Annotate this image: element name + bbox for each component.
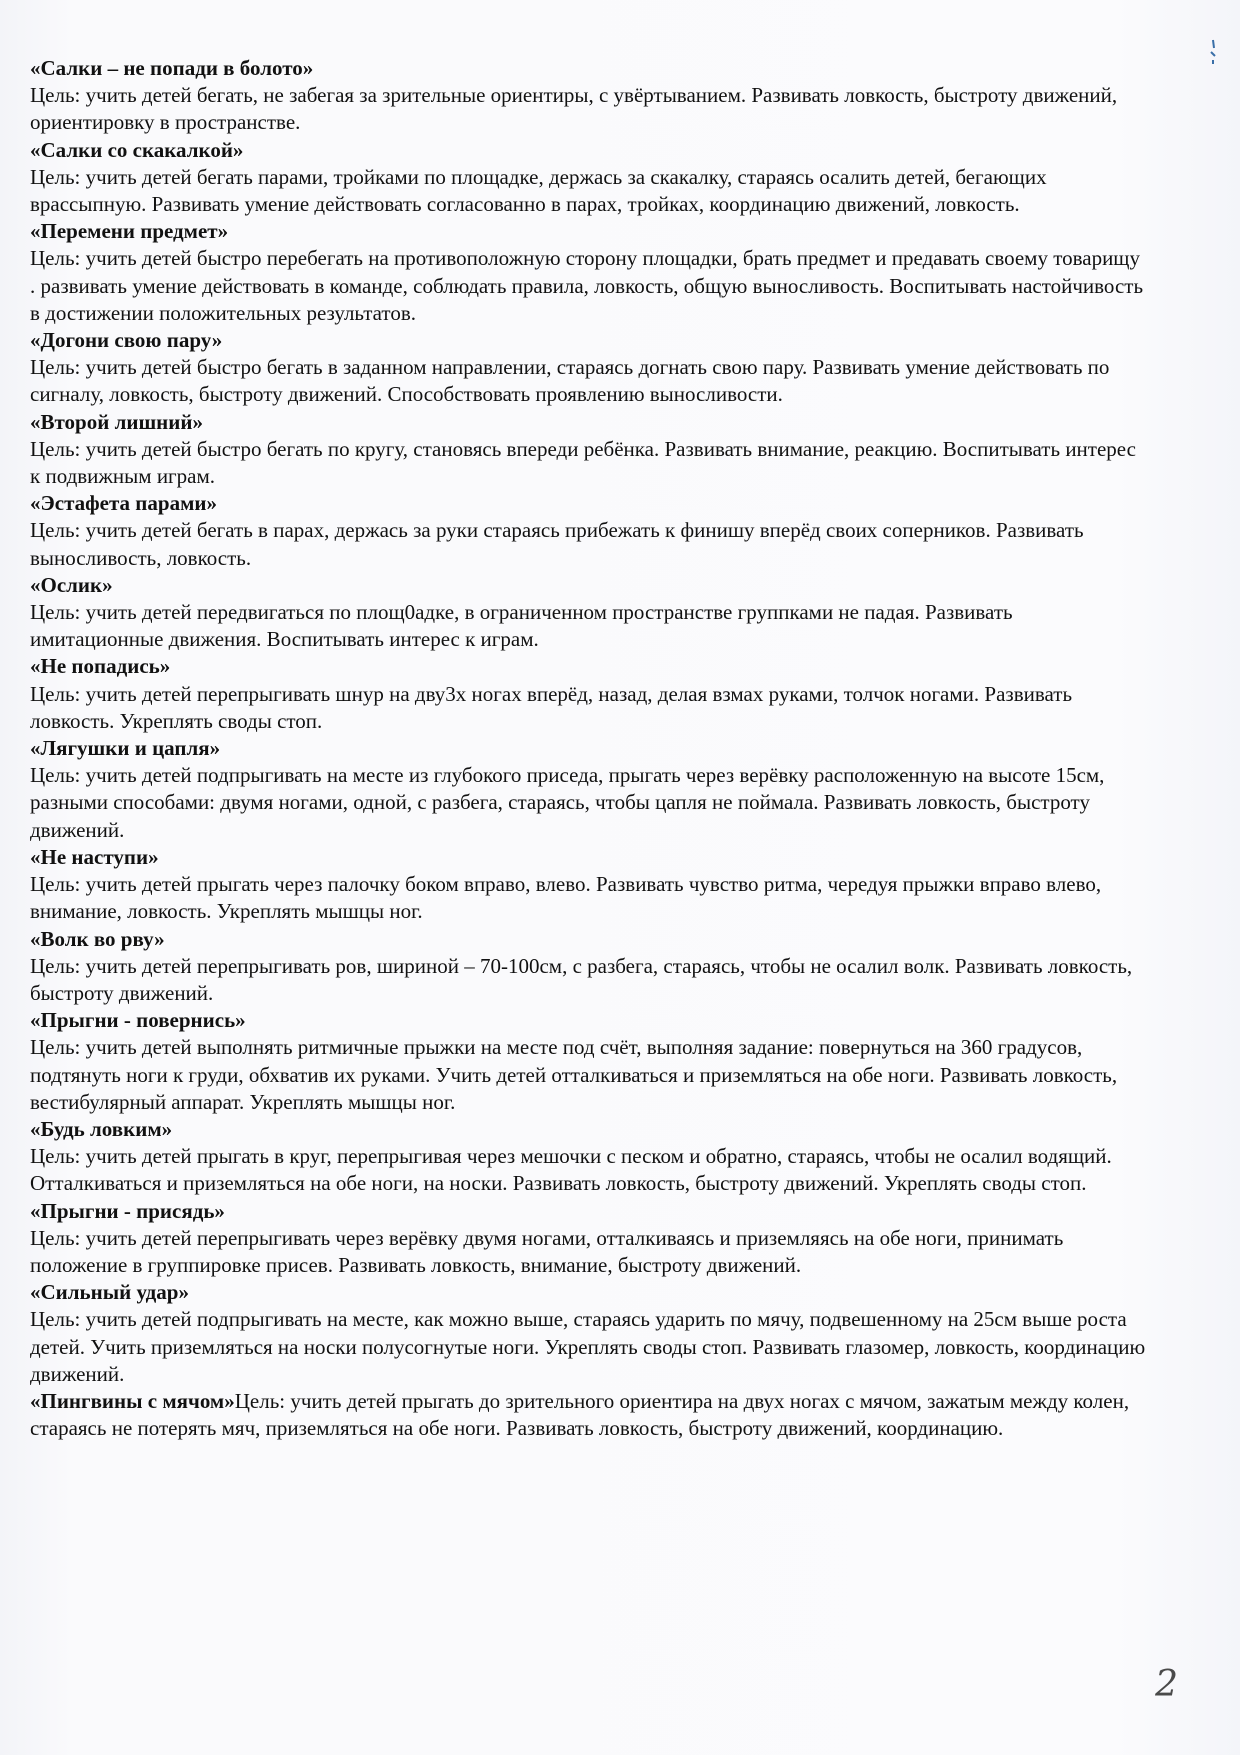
game-description: Цель: учить детей прыгать через палочку боком вправо, влево. Развивать чувство ритма, чередуя прыжки вправо влево, внимание, ловкость. Укреплять мышцы ног.: [30, 872, 1102, 924]
game-description: Цель: учить детей бегать парами, тройками по площадке, держась за скакалку, стараясь осалить детей, бегающих врассыпную. Развивать умение действовать согласованно в парах, тройках, координацию движений, ловкость.: [30, 164, 1047, 217]
game-description: Цель: учить детей перепрыгивать ров, шириной – 70-100см, с разбега, стараясь, чтобы не осалил волк. Развивать ловкость, быстроту движений.: [30, 953, 1133, 1005]
game-title: «Прыгни - присядь»: [30, 1198, 225, 1223]
game-entry: [30, 327, 1150, 409]
game-entry: [30, 55, 1150, 137]
game-title: «Второй лишний»: [30, 409, 203, 434]
game-entry: [30, 137, 1150, 219]
game-entry: [30, 926, 1150, 1008]
game-description: Цель: учить детей прыгать в круг, перепрыгивая через мешочки с песком и обратно, стараясь, чтобы не осалил водящий. Отталкиваться и приземляться на обе ноги, на носки. Развивать ловкость, быстроту движений. Укреплять своды стоп.: [30, 1144, 1112, 1196]
game-title: «Ослик»: [30, 572, 113, 597]
game-description: Цель: учить детей выполнять ритмичные прыжки на месте под счёт, выполняя задание: повернуться на 360 градусов, подтянуть ноги к груди, обхватив их руками. Учить детей отталкиваться и приземляться на обе ноги. Развивать ловкость, вестибулярный аппарат. Укреплять мышцы ног.: [30, 1035, 1118, 1114]
game-title: «Салки со скакалкой»: [30, 137, 244, 162]
game-description: Цель: учить детей быстро бегать в заданном направлении, стараясь догнать свою пару. Развивать умение действовать по сигналу, ловкость, быстроту движений. Способствовать проявлению выносливости.: [30, 355, 1110, 407]
game-description: Цель: учить детей прыгать до зрительного ориентира на двух ногах с мячом, зажатым между колен, стараясь не потерять мяч, приземляться на обе ноги. Развивать ловкость, быстроту движений, координацию.: [30, 1388, 1130, 1441]
game-title: «Пингвины с мячом»: [30, 1388, 235, 1413]
game-entry: [30, 1198, 1150, 1280]
game-description: Цель: учить детей быстро бегать по кругу, становясь впереди ребёнка. Развивать внимание, реакцию. Воспитывать интерес к подвижным играм.: [30, 436, 1136, 489]
game-title: «Прыгни - повернись»: [30, 1008, 246, 1033]
game-description: Цель: учить детей бегать в парах, держась за руки стараясь прибежать к финишу вперёд своих соперников. Развивать выносливость, ловкость.: [30, 518, 1084, 570]
game-description: Цель: учить детей передвигаться по площ0адке, в ограниченном пространстве группками не падая. Развивать имитационные движения. Воспитывать интерес к играм.: [30, 600, 1013, 652]
game-title: «Волк во рву»: [30, 926, 165, 951]
game-entry: [30, 653, 1150, 735]
page-number: 2: [1155, 1664, 1178, 1705]
game-description: Цель: учить детей подпрыгивать на месте, как можно выше, стараясь ударить по мячу, подвешенному на 25см выше роста детей. Учить приземляться на носки полусогнутые ноги. Укреплять своды стоп. Развивать глазомер, ловкость, координацию движений.: [30, 1307, 1146, 1386]
game-title: «Не наступи»: [30, 844, 159, 869]
ink-mark: [1206, 38, 1220, 66]
game-entry: [30, 844, 1150, 926]
game-entry: [30, 1388, 1150, 1442]
game-title: «Сильный удар»: [30, 1280, 189, 1305]
game-entry: [30, 409, 1150, 491]
game-description: Цель: учить детей подпрыгивать на месте из глубокого приседа, прыгать через верёвку расположенную на высоте 15см, разными способами: двумя ногами, одной, с разбега, стараясь, чтобы цапля не поймала. Развивать ловкость, быстроту движений.: [30, 763, 1105, 842]
game-title: «Эстафета парами»: [30, 491, 217, 516]
game-title: «Салки – не попади в болото»: [30, 56, 314, 80]
game-entry: [30, 735, 1150, 844]
game-title: «Не попадись»: [30, 654, 171, 679]
game-list: [30, 55, 1150, 1442]
game-description: Цель: учить детей перепрыгивать через верёвку двумя ногами, отталкиваясь и приземляясь на обе ноги, принимать положение в группировке присев. Развивать ловкость, внимание, быстроту движений.: [30, 1225, 1064, 1277]
game-entry: [30, 1279, 1150, 1388]
game-entry: [30, 1116, 1150, 1198]
game-entry: [30, 1007, 1150, 1116]
game-description: Цель: учить детей быстро перебегать на противоположную сторону площадки, брать предмет и предавать своему товарищу . развивать умение действовать в команде, соблюдать правила, ловкость, общую выносливость. Воспитывать настойчивость в достижении положительных результатов.: [30, 246, 1144, 325]
game-title: «Лягушки и цапля»: [30, 736, 221, 761]
game-title: «Перемени предмет»: [30, 219, 229, 244]
game-description: Цель: учить детей перепрыгивать шнур на дву3х ногах вперёд, назад, делая взмах руками, толчок ногами. Развивать ловкость. Укреплять своды стоп.: [30, 681, 1073, 733]
game-entry: [30, 490, 1150, 572]
game-title: «Догони свою пару»: [30, 328, 223, 353]
game-entry: [30, 218, 1150, 327]
game-entry: [30, 572, 1150, 654]
game-description: Цель: учить детей бегать, не забегая за зрительные ориентиры, с увёртыванием. Развивать ловкость, быстроту движений, ориентировку в пространстве.: [30, 83, 1118, 135]
game-title: «Будь ловким»: [30, 1116, 173, 1141]
